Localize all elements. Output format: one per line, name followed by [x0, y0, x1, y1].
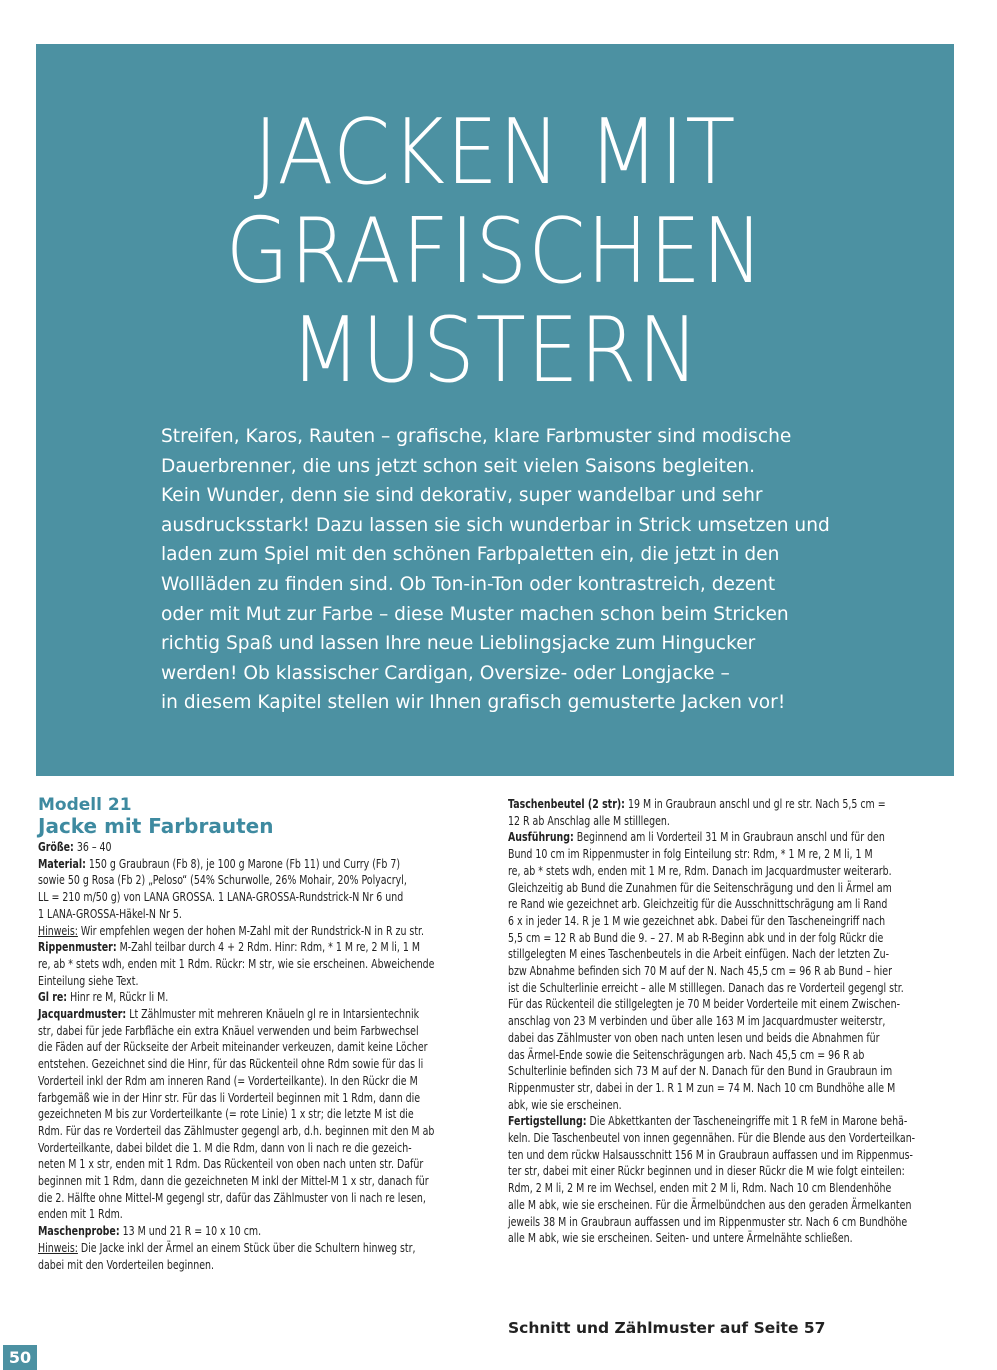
- execution-line: Für das Rückenteil die stillgelegten je 70 M beider Vorderteile mit einem Zwischen-: [508, 997, 900, 1012]
- execution-line: das Ärmel-Ende sowie die Seitenschrägungen arb. Nach 45,5 cm = 96 R ab: [508, 1047, 865, 1062]
- execution-line: dabei das Zählmuster von oben nach unten lesen und beids die Abnahmen für: [508, 1030, 880, 1045]
- chapter-title-line: MUSTERN: [289, 298, 701, 404]
- jacquard-line: [38, 1006, 420, 1023]
- rib-pattern-text: M-Zahl teilbar durch 4 + 2 Rdm. Hinr: Rdm, * 1 M re, 2 M li, 1 M: [116, 940, 420, 955]
- gauge-label: Maschenprobe:: [38, 1224, 120, 1239]
- execution-label: Ausführung:: [508, 830, 574, 845]
- finishing-line: alle M abk, wie sie erscheinen. Seiten- und untere Ärmelnähte schließen.: [508, 1231, 853, 1246]
- instructions-left-column: [38, 796, 508, 1273]
- pocket-line: [508, 796, 886, 813]
- gauge-line: [38, 1223, 405, 1240]
- execution-line: Gleichzeitig ab Bund die Zunahmen für die Seitenschrägung und den li Ärmel am: [508, 880, 892, 895]
- finishing-line: keln. Die Taschenbeutel von innen gegennähen. Für die Blende aus den Vorderteilkan-: [508, 1131, 916, 1146]
- hint-text: Die Jacke inkl der Ärmel an einem Stück über die Schultern hinweg str,: [77, 1240, 416, 1255]
- material-line: [38, 856, 405, 873]
- intro-line: oder mit Mut zur Farbe – diese Muster machen schon beim Stricken: [161, 603, 789, 625]
- jacquard-line: gezeichneten M bis zur Vorderteilkante (= rote Linie) 1 x str; die letzte M ist die: [38, 1107, 414, 1122]
- intro-line: laden zum Spiel mit den schönen Farbpaletten ein, die jetzt in den: [161, 544, 780, 566]
- intro-line: ausdrucksstark! Dazu lassen sie sich wunderbar in Strick umsetzen und: [161, 514, 830, 536]
- jacquard-line: die Fäden auf der Rückseite der Arbeit miteinander verkeuzen, damit keine Löcher: [38, 1040, 428, 1055]
- intro-line: werden! Ob klassischer Cardigan, Oversize- oder Longjacke –: [161, 662, 730, 684]
- jacquard-line: enden mit 1 Rdm.: [38, 1207, 123, 1222]
- pocket-line: 12 R ab Anschlag alle M stilllegen.: [508, 813, 670, 828]
- pocket-label: Taschenbeutel (2 str):: [508, 797, 625, 811]
- chapter-title: [36, 100, 954, 404]
- intro-line: Kein Wunder, denn sie sind dekorativ, super wandelbar und sehr: [161, 485, 763, 507]
- hint-line: [38, 1240, 416, 1257]
- material-text: 150 g Graubraun (Fb 8), je 100 g Marone (Fb 11) und Curry (Fb 7): [85, 856, 401, 871]
- execution-line: re, ab * stets wdh, enden mit 1 M re, Rdm. Danach im Jacquardmuster weiterarb.: [508, 863, 892, 878]
- stockinette-line: [38, 989, 405, 1006]
- intro-line: in diesem Kapitel stellen wir Ihnen grafisch gemusterte Jacken vor!: [161, 692, 786, 714]
- intro-text: [161, 422, 851, 718]
- execution-line: [508, 829, 885, 846]
- jacquard-line: farbgemäß wie in der Hinr str. Für das li Vorderteil beginnen mit 1 Rdm, dann die: [38, 1090, 421, 1105]
- finishing-line: [508, 1113, 908, 1130]
- hero-banner: [36, 44, 954, 776]
- material-line: sowie 50 g Rosa (Fb 2) „Peloso“ (54% Schurwolle, 26% Mohair, 20% Polyacryl,: [38, 873, 407, 888]
- jacquard-line: entstehen. Gezeichnet sind die Hinr, für das Rückenteil ohne Rdm sowie für das li: [38, 1057, 424, 1072]
- finishing-line: Rdm, 2 M li, 2 M re im Wechsel, enden mit 2 M li, Rdm. Nach 10 cm Blendenhöhe: [508, 1181, 892, 1196]
- chapter-title-line: GRAFISCHEN: [225, 199, 765, 305]
- execution-line: Bund 10 cm im Rippenmuster in folg Einteilung str: Rdm, * 1 M re, 2 M li, 1 M: [508, 847, 873, 862]
- finishing-label: Fertigstellung:: [508, 1114, 587, 1129]
- material-line: 1 LANA-GROSSA-Häkel-N Nr 5.: [38, 906, 182, 921]
- execution-line: 6 x in jeder 14. R je 1 M wie gezeichnet abk. Dabei für den Tascheneingriff nach: [508, 913, 886, 928]
- hint-label: Hinweis:: [38, 923, 78, 938]
- jacquard-text: Lt Zählmuster mit mehreren Knäueln gl re in Intarsientechnik: [126, 1007, 420, 1022]
- execution-line: anschlag von 23 M verbinden und über alle 163 M im Jacquardmuster weiterstr,: [508, 1014, 886, 1029]
- execution-line: abk, wie sie erscheinen.: [508, 1097, 622, 1112]
- execution-line: ist die Schulterlinie erreicht – alle M stilllegen. Danach das re Vorderteil gegengl str.: [508, 980, 904, 995]
- jacquard-line: neten M 1 x str, enden mit 1 Rdm. Das Rückenteil von oben nach unten str. Dafür: [38, 1157, 424, 1172]
- execution-text: Beginnend am li Vorderteil 31 M in Graubraun anschl und für den: [573, 830, 885, 845]
- stockinette-label: Gl re:: [38, 990, 68, 1005]
- material-label: Material:: [38, 856, 86, 871]
- execution-line: re Rand wie gezeichnet arb. Gleichzeitig für die Ausschnittschrägung am li Rand: [508, 897, 888, 912]
- pattern-reference: Schnitt und Zählmuster auf Seite 57: [508, 1319, 826, 1337]
- jacquard-label: Jacquardmuster:: [38, 1007, 127, 1022]
- chapter-title-line: JACKEN MIT: [253, 100, 737, 206]
- hint-text: Wir empfehlen wegen der hohen M-Zahl mit der Rundstrick-N in R zu str.: [77, 923, 425, 938]
- execution-line: Schulterlinie befinden sich 73 M auf der N. Danach für den Bund in Graubraun im: [508, 1064, 893, 1079]
- size-line: [38, 839, 405, 856]
- finishing-line: ten und dem rückw Halsausschnitt 156 M in Graubraun auffassen und im Rippenmus-: [508, 1147, 913, 1162]
- finishing-line: alle M abk, wie sie erscheinen. Für die Ärmelbündchen aus den geraden Ärmelkanten: [508, 1197, 912, 1212]
- hint-line: [38, 923, 425, 940]
- pocket-text: 19 M in Graubraun anschl und gl re str. Nach 5,5 cm =: [624, 797, 886, 811]
- jacquard-line: Rdm. Für das re Vorderteil das Zählmuster gegengl arb, d.h. beginnen mit den M ab: [38, 1123, 435, 1138]
- intro-line: Dauerbrenner, die uns jetzt schon seit vielen Saisons begleiten.: [161, 455, 756, 477]
- intro-line: Wollläden zu finden sind. Ob Ton-in-Ton oder kontrastreich, dezent: [161, 573, 776, 595]
- page-number: 50: [3, 1345, 37, 1370]
- jacquard-line: beginnen mit 1 Rdm, dann die gezeichneten M inkl der Mittel-M 1 x str, danach für: [38, 1174, 429, 1189]
- gauge-text: 13 M und 21 R = 10 x 10 cm.: [119, 1224, 262, 1239]
- jacquard-line: str, dabei für jede Farbfläche ein extra Knäuel verwenden und beim Farbwechsel: [38, 1023, 419, 1038]
- hint-label: Hinweis:: [38, 1240, 78, 1255]
- jacquard-line: die 2. Hälfte ohne Mittel-M gegengl str, dafür das Zählmuster von li nach re lesen,: [38, 1190, 426, 1205]
- rib-pattern-line: re, ab * stets wdh, enden mit 1 Rdm. Rückr: M str, wie sie erscheinen. Abweichende: [38, 956, 435, 971]
- finishing-text: Die Abkettkanten der Tascheneingriffe mit 1 R feM in Marone behä-: [586, 1114, 908, 1129]
- jacquard-line: Vorderteilkante, dabei bildet die 1. M die Rdm, dann von li nach re die gezeich-: [38, 1140, 412, 1155]
- execution-line: stillgelegten M eines Taschenbeutels in die Arbeit einfügen. Nach der letzten Zu-: [508, 947, 890, 962]
- rib-pattern-line: [38, 939, 420, 956]
- size-value: 36 – 40: [73, 840, 112, 854]
- rib-pattern-label: Rippenmuster:: [38, 940, 117, 955]
- intro-line: richtig Spaß und lassen Ihre neue Lieblingsjacke zum Hingucker: [161, 633, 756, 655]
- intro-line: Streifen, Karos, Rauten – grafische, klare Farbmuster sind modische: [161, 426, 792, 447]
- finishing-line: jeweils 38 M in Graubraun auffassen und im Rippenmuster str. Nach 6 cm Bundhöhe: [508, 1214, 908, 1229]
- material-line: LL = 210 m/50 g) von LANA GROSSA. 1 LANA-GROSSA-Rundstrick-N Nr 6 und: [38, 890, 404, 905]
- execution-line: 5,5 cm = 12 R ab Bund die 9. – 27. M ab R-Beginn abk und in der folg Rückr die: [508, 930, 884, 945]
- jacquard-line: Vorderteil inkl der Rdm am inneren Rand (= Vorderteilkante). In den Rückr die M: [38, 1073, 418, 1088]
- stockinette-text: Hinr re M, Rückr li M.: [67, 990, 169, 1005]
- execution-line: Rippenmuster str, dabei in der 1. R 1 M zun = 74 M. Nach 10 cm Bundhöhe alle M: [508, 1080, 896, 1095]
- execution-line: bzw Abnahme befinden sich 70 M auf der N. Nach 45,5 cm = 96 R ab Bund – hier: [508, 964, 892, 979]
- finishing-line: ter str, dabei mit einer Rückr beginnen und in dieser Rückr die M wie folgt einteilen:: [508, 1164, 905, 1179]
- model-title: Jacke mit Farbrauten: [38, 814, 274, 838]
- model-number: Modell 21: [38, 795, 132, 815]
- instructions-right-column: [508, 796, 968, 1247]
- rib-pattern-line: Einteilung siehe Text.: [38, 973, 139, 988]
- hint-line: dabei mit den Vorderteilen beginnen.: [38, 1257, 214, 1272]
- size-label: Größe:: [38, 840, 74, 854]
